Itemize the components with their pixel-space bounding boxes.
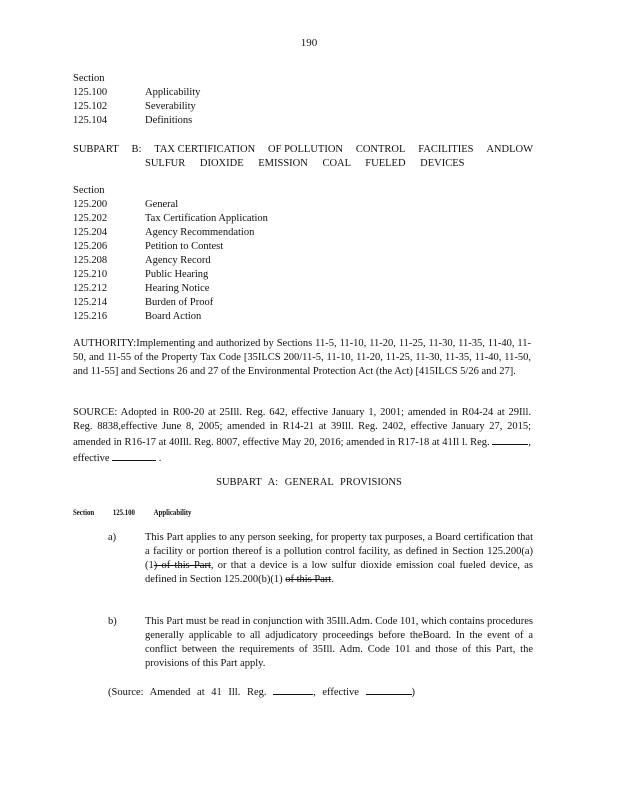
toc-row: 125.216 Board Action bbox=[73, 311, 202, 322]
toc-row: 125.100 Applicability bbox=[73, 87, 201, 98]
source-amendment-note: (Source: Amended at 41 Ill. Reg. , effective ) bbox=[108, 684, 415, 700]
toc-row: 125.212 Hearing Notice bbox=[73, 283, 210, 294]
section-heading: Section 125.100 Applicability bbox=[73, 508, 192, 517]
blank-line bbox=[273, 684, 313, 695]
blank-line bbox=[112, 450, 156, 461]
toc-heading: Section bbox=[73, 73, 105, 84]
subpart-b-heading: SUBPART B: TAX CERTIFICATION OF POLLUTION CONTROL FACILITIES ANDLOW SULFUR DIOXIDE EMISSION COAL FUELED DEVICES bbox=[73, 144, 533, 169]
page-number: 190 bbox=[300, 37, 318, 49]
toc-subpart-a bbox=[73, 72, 200, 128]
strikethrough-text: ) of this Part bbox=[153, 560, 211, 571]
toc-row: 125.104 Definitions bbox=[73, 115, 193, 126]
subpart-a-heading: SUBPART A: GENERAL PROVISIONS bbox=[216, 477, 402, 488]
toc-row: 125.102 Severability bbox=[73, 101, 196, 112]
toc-row: 125.204 Agency Recommendation bbox=[73, 227, 255, 238]
toc-row: 125.200 General bbox=[73, 199, 179, 210]
toc-row: 125.202 Tax Certification Application bbox=[73, 213, 268, 224]
authority-note: AUTHORITY:Implementing and authorized by Sections 11-5, 11-10, 11-20, 11-25, 11-30, 11-35, 11-40, 11-50, and 11-55 of the Property Tax Code [35ILCS 200/11-5, 11-10, 11-20, 11-25, 11-30, 11-35, 11-40, 11-50, and 11-55] and Sections 26 and 27 of the Environmental Protection Act (the Act) [415ILCS 5/26 and 27]. bbox=[73, 338, 531, 377]
blank-line bbox=[366, 684, 412, 695]
toc-subpart-b bbox=[73, 184, 268, 324]
toc-row: 125.210 Public Hearing bbox=[73, 269, 209, 280]
toc-row: 125.206 Petition to Contest bbox=[73, 241, 224, 252]
strikethrough-text: of this Part bbox=[285, 574, 332, 585]
source-note-history: SOURCE: Adopted in R00-20 at 25Ill. Reg. 642, effective January 1, 2001; amended in R04-24 at 29Ill. Reg. 8838,effective June 8, 2005; amended in R14-21 at 39Ill. Reg. 2402, effective January 27, 2015; amended in R16-17 at 40Ill. Reg. 8007, effective May 20, 2016; amended in R17-18 at 41Il l. Reg. , effective . bbox=[73, 407, 531, 464]
toc-row: 125.208 Agency Record bbox=[73, 255, 211, 266]
toc-heading: Section bbox=[73, 185, 105, 196]
blank-line bbox=[492, 434, 528, 445]
toc-row: 125.214 Burden of Proof bbox=[73, 297, 214, 308]
